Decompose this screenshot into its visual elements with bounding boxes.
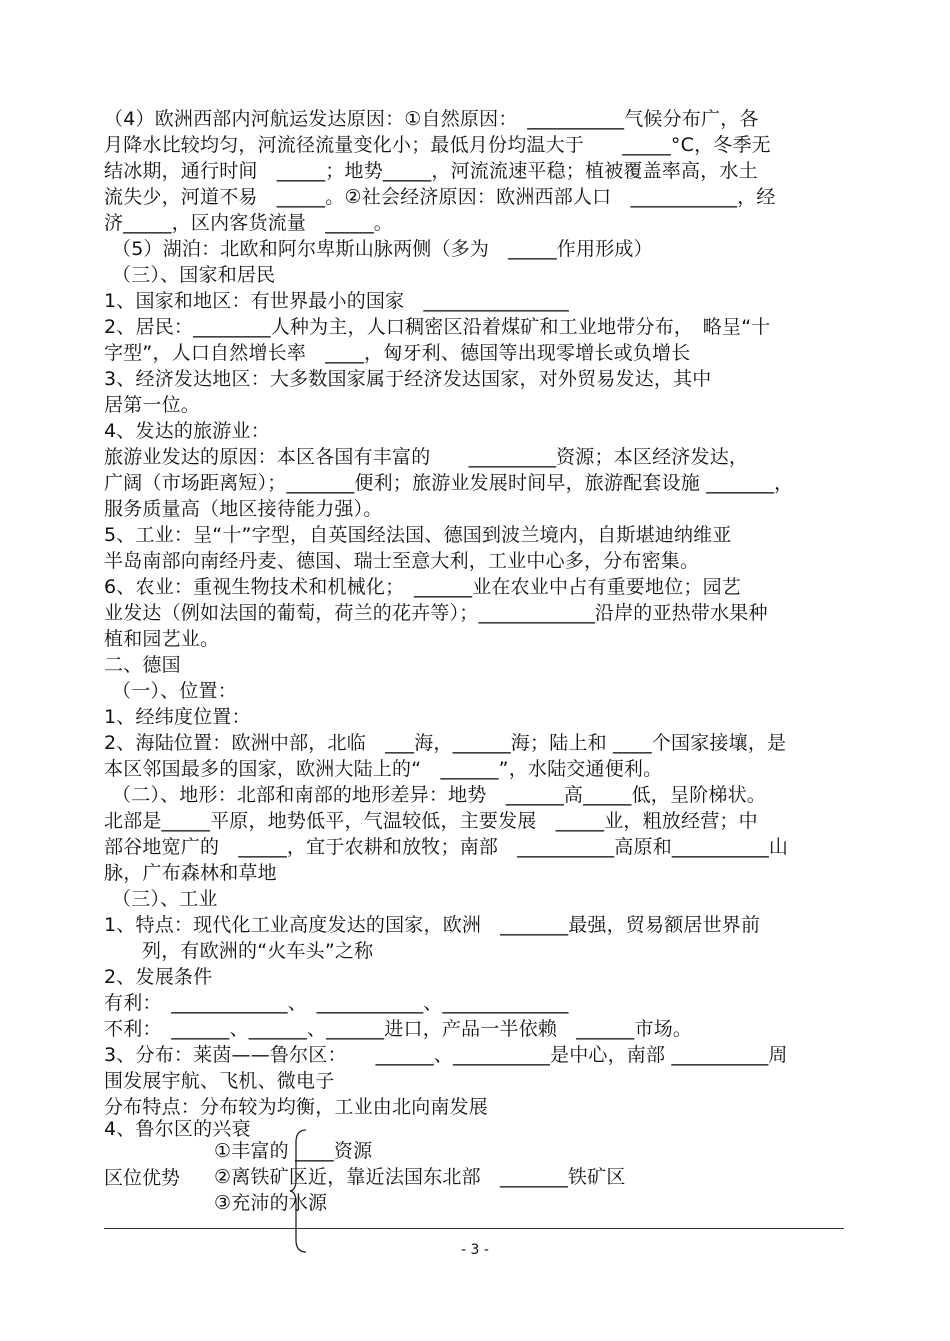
text-line: （5）湖泊：北欧和阿尔卑斯山脉两侧（多为 _____作用形成） [112, 238, 653, 260]
text-line: 本区邻国最多的国家，欧洲大陆上的“ ______”，水陆交通便利。 [104, 758, 663, 780]
text-line: 部谷地宽广的 _____，宜于农耕和放牧；南部 __________高原和__________山 [104, 836, 789, 858]
text-line: （二）、地形：北部和南部的地形差异：地势 ______高_____低，呈阶梯状。 [112, 784, 767, 806]
text-line: 服务质量高（地区接待能力强）。 [104, 498, 383, 520]
text-line: 北部是_____平原，地势低平，气温较低，主要发展 _____业，粗放经营；中 [104, 810, 758, 832]
text-line: 3、分布：莱茵——鲁尔区： ______、__________是中心，南部 __________周 [104, 1044, 788, 1066]
text-line: 2、发展条件 [104, 966, 213, 988]
text-line: 植和园艺业。 [104, 628, 220, 650]
text-line: 4、鲁尔区的兴衰 [104, 1118, 251, 1140]
text-line: 列，有欧洲的“火车头”之称 [142, 940, 374, 962]
text-line: 不利： ______、______、______进口，产品一半依赖 ______市场。 [104, 1018, 693, 1040]
text-line: （4）欧洲西部内河航运发达原因：①自然原因： __________气候分布广，各 [104, 108, 759, 130]
text-line: 半岛南部向南经丹麦、德国、瑞士至意大利，工业中心多，分布密集。 [104, 550, 700, 572]
brace-label: 区位优势 [104, 1167, 181, 1189]
text-line: 2、海陆位置：欧洲中部，北临 ___海，______海；陆上和 ____个国家接壤，是 [104, 732, 787, 754]
section-heading: （三）、工业 [112, 888, 218, 910]
text-line: 1、特点：现代化工业高度发达的国家，欧洲 _______最强，贸易额居世界前 [104, 914, 761, 936]
text-line: 结冰期，通行时间 _____；地势_____，河流流速平稳；植被覆盖率高，水土 [104, 160, 758, 182]
text-line: 4、发达的旅游业： [104, 420, 270, 442]
brace-item: ①丰富的 ____资源 [214, 1140, 373, 1162]
text-line: 围发展宇航、飞机、微电子 [104, 1070, 335, 1092]
text-line: 济_____，区内客货流量 _____。 [104, 212, 394, 234]
text-line: 5、工业：呈“十”字型，自英国经法国、德国到波兰境内，自斯堪迪纳维亚 [104, 524, 732, 546]
text-line: 有利： ____________、 ___________、_____________ [104, 992, 569, 1014]
text-line: 居第一位。 [104, 394, 201, 416]
text-line: 3、经济发达地区：大多数国家属于经济发达国家，对外贸易发达，其中 [104, 368, 712, 390]
text-line: 字型”，人口自然增长率 ____，匈牙利、德国等出现零增长或负增长 [104, 342, 691, 364]
brace-item: ③充沛的水源 [214, 1192, 328, 1214]
section-heading: （一）、位置： [112, 680, 237, 702]
section-heading: （三）、国家和居民 [112, 264, 276, 286]
text-line: 业发达（例如法国的葡萄，荷兰的花卉等）；____________沿岸的亚热带水果种 [104, 602, 768, 624]
text-line: 旅游业发达的原因：本区各国有丰富的 _________资源；本区经济发达， [104, 446, 749, 468]
footer-divider [104, 1228, 844, 1229]
text-line: 2、居民：________人种为主，人口稠密区沿着煤矿和工业地带分布， 略呈“十 [104, 316, 771, 338]
location-advantage-block [104, 1128, 704, 1258]
brace-item: ②离铁矿区近，靠近法国东北部 _______铁矿区 [214, 1166, 626, 1188]
section-heading: 二、德国 [104, 654, 181, 676]
text-line: 脉，广布森林和草地 [104, 862, 277, 884]
text-line: 分布特点：分布较为均衡，工业由北向南发展 [104, 1096, 489, 1118]
text-line: 广阔（市场距离短）；_______便利；旅游业发展时间早，旅游配套设施 _______， [104, 472, 794, 494]
page-number: - 3 - [461, 1242, 489, 1258]
text-line: 流失少，河道不易 _____。②社会经济原因：欧洲西部人口 ___________，经 [104, 186, 776, 208]
text-line: 1、国家和地区：有世界最小的国家 _______________ [104, 290, 569, 312]
text-line: 6、农业：重视生物技术和机械化； ______业在农业中占有重要地位；园艺 [104, 576, 741, 598]
text-line: 月降水比较均匀，河流径流量变化小；最低月份均温大于 _____°C，冬季无 [104, 134, 771, 156]
text-line: 1、经纬度位置： [104, 706, 251, 728]
